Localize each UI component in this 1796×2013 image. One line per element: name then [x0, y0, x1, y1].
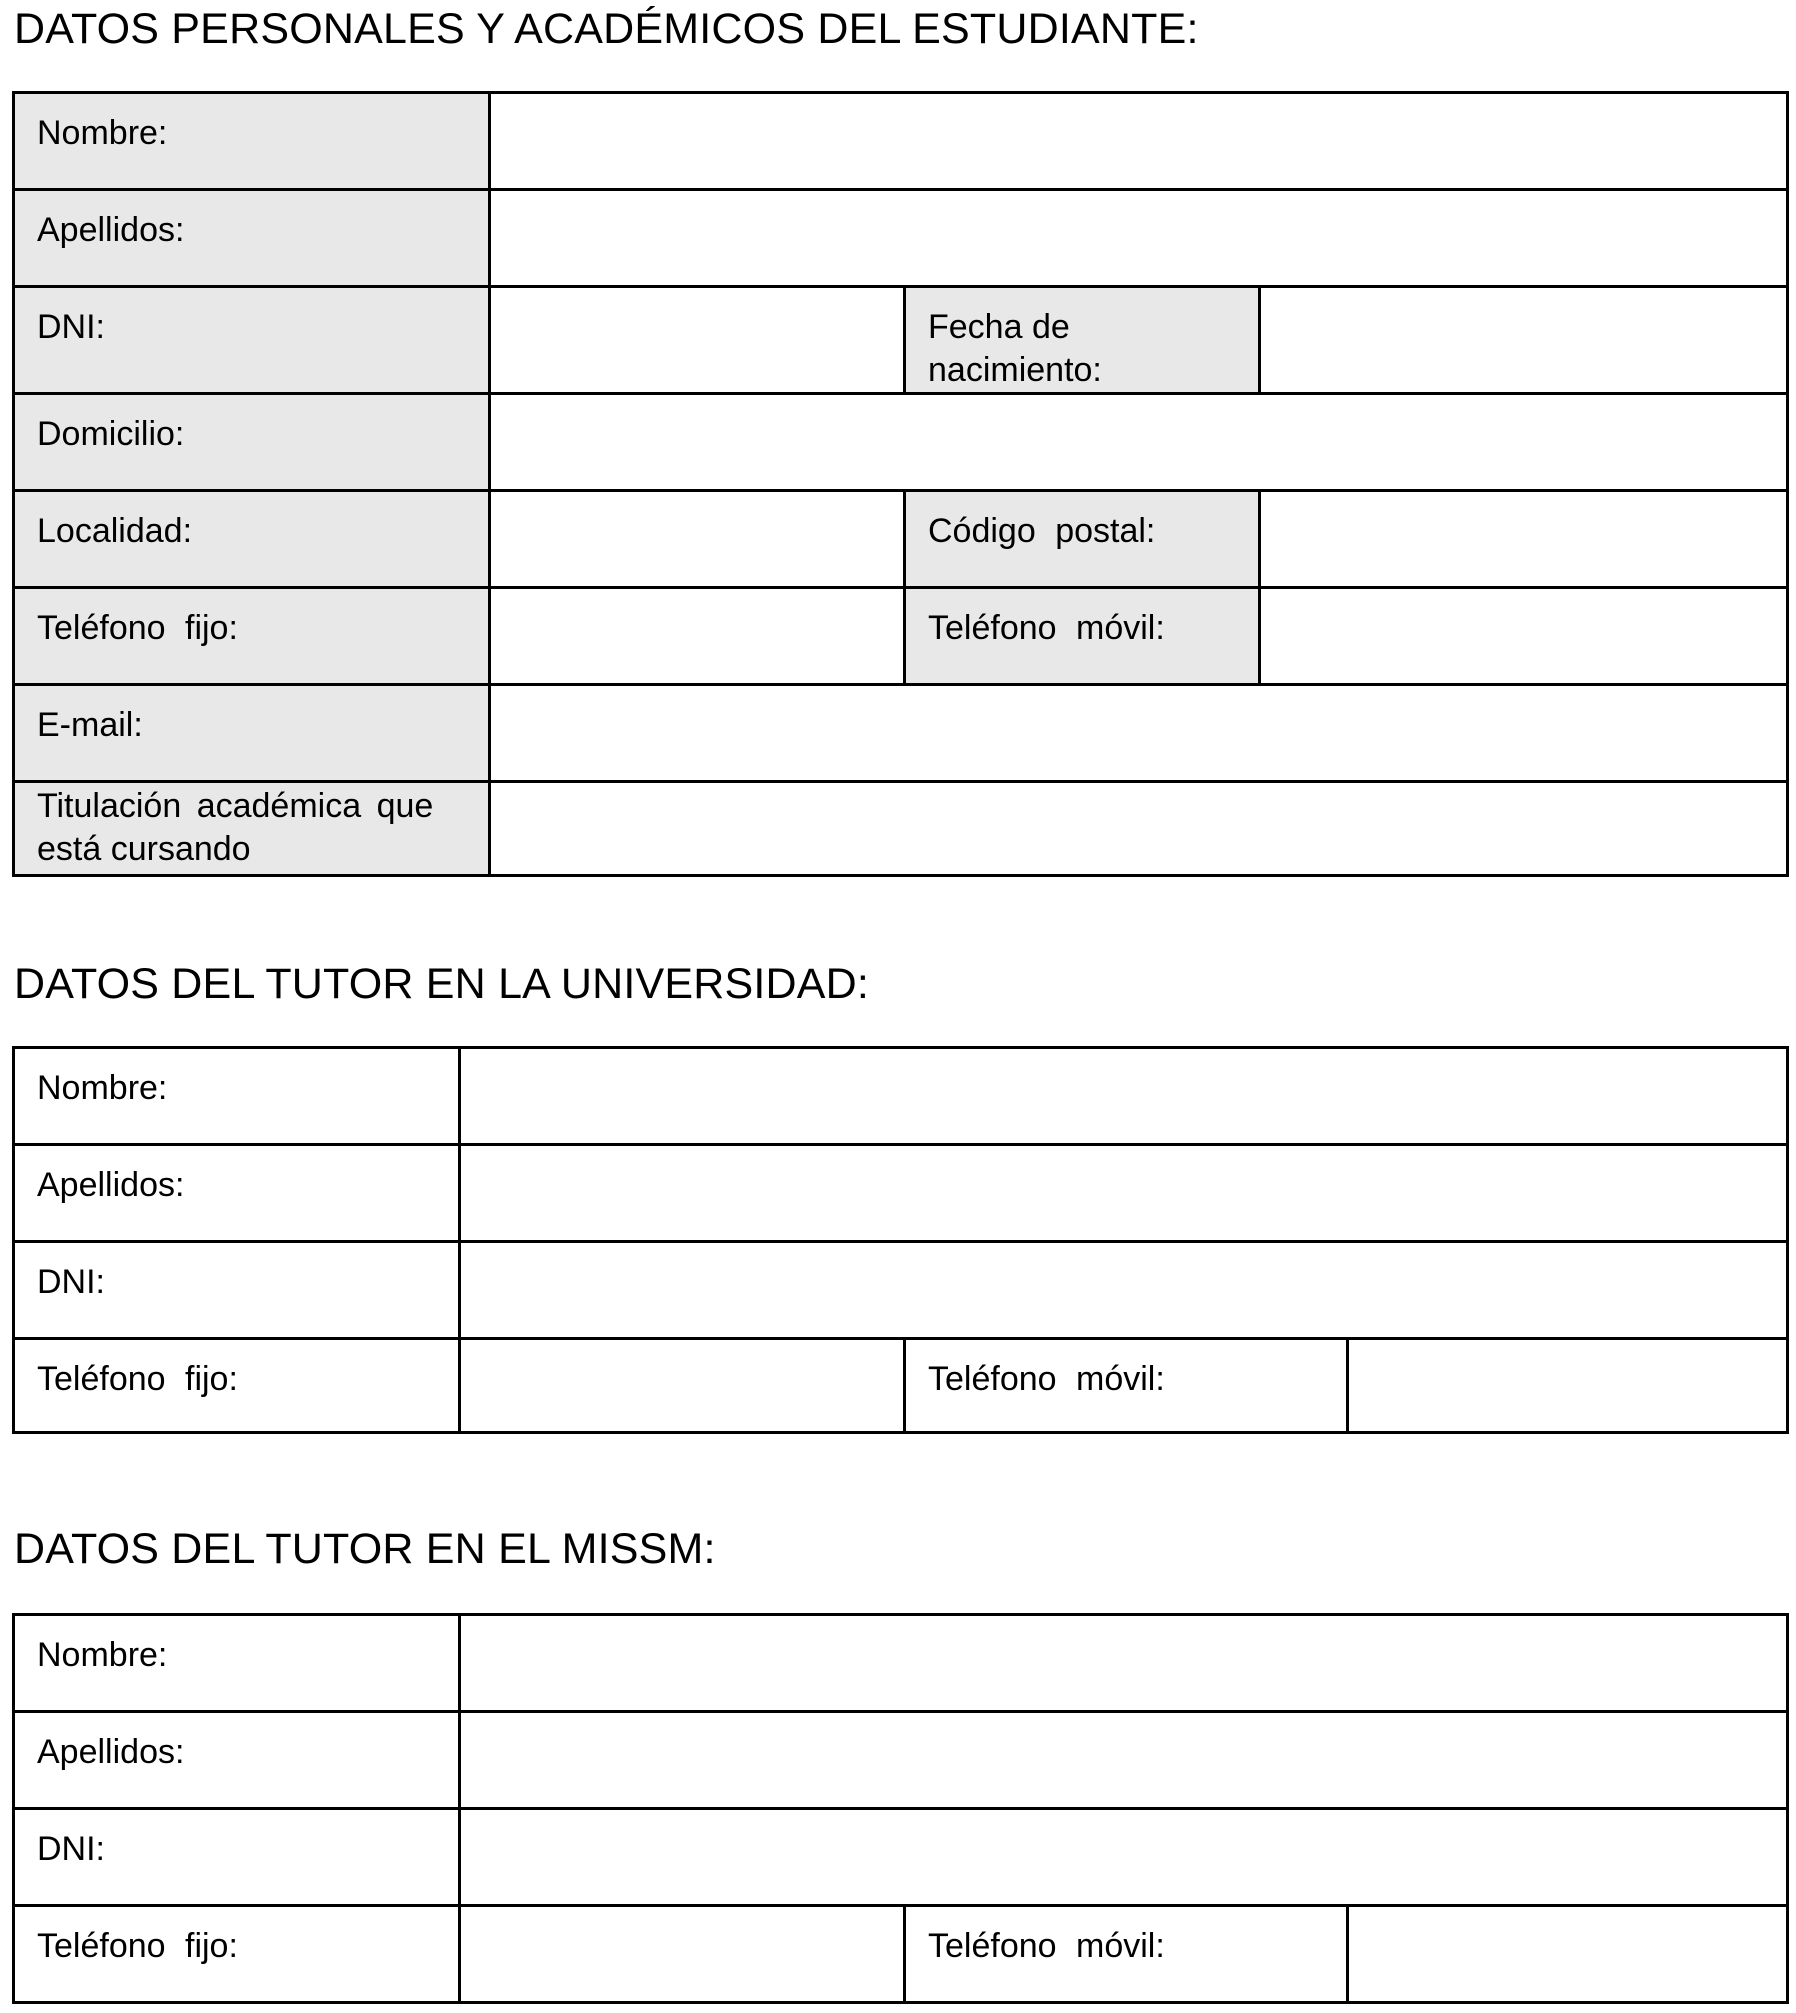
student-row-dni [14, 287, 1788, 394]
student-email-field[interactable] [491, 686, 1786, 723]
tutor-universidad-telefono-fijo-field[interactable] [461, 1340, 903, 1377]
tutor-universidad-apellidos-cell [460, 1145, 1788, 1242]
student-row-localidad [14, 491, 1788, 588]
tutor-universidad-dni-field[interactable] [461, 1243, 1786, 1280]
student-apellidos-cell [490, 190, 1788, 287]
student-dni-field[interactable] [491, 288, 903, 325]
student-telefono-fijo-cell [490, 588, 905, 685]
student-dni-cell [490, 287, 905, 394]
tutor-missm-apellidos-field[interactable] [461, 1713, 1786, 1750]
student-codigo-postal-field[interactable] [1261, 492, 1786, 529]
student-nombre-label: Nombre: [14, 93, 490, 190]
tutor-missm-telefono-movil-field[interactable] [1349, 1907, 1786, 1944]
student-localidad-cell [490, 491, 905, 588]
student-email-cell [490, 685, 1788, 782]
student-section-title: DATOS PERSONALES Y ACADÉMICOS DEL ESTUDIANTE: [14, 5, 1199, 53]
student-telefono-movil-field[interactable] [1261, 589, 1786, 626]
student-dni-label: DNI: [14, 287, 490, 394]
student-fecha-nacimiento-cell [1260, 287, 1788, 394]
student-telefono-movil-cell [1260, 588, 1788, 685]
tutor-missm-nombre-cell [460, 1615, 1788, 1712]
tutor-universidad-telefono-movil-label: Teléfono móvil: [905, 1339, 1348, 1433]
student-titulacion-field[interactable] [491, 783, 1786, 820]
tutor-universidad-apellidos-field[interactable] [461, 1146, 1786, 1183]
tutor-missm-dni-cell [460, 1809, 1788, 1906]
student-email-label: E-mail: [14, 685, 490, 782]
tutor-missm-telefono-fijo-cell [460, 1906, 905, 2003]
student-telefono-movil-label: Teléfono móvil: [905, 588, 1260, 685]
tutor-universidad-row-nombre [14, 1048, 1788, 1145]
student-localidad-field[interactable] [491, 492, 903, 529]
tutor-missm-apellidos-cell [460, 1712, 1788, 1809]
student-apellidos-field[interactable] [491, 191, 1786, 228]
student-row-titulacion [14, 782, 1788, 876]
tutor-universidad-nombre-cell [460, 1048, 1788, 1145]
tutor-universidad-telefono-fijo-cell [460, 1339, 905, 1433]
student-codigo-postal-cell [1260, 491, 1788, 588]
tutor-universidad-section-title: DATOS DEL TUTOR EN LA UNIVERSIDAD: [14, 960, 870, 1008]
tutor-universidad-dni-cell [460, 1242, 1788, 1339]
student-titulacion-label-line2: está cursando [37, 830, 251, 868]
tutor-missm-telefono-movil-cell [1348, 1906, 1788, 2003]
tutor-missm-section-title: DATOS DEL TUTOR EN EL MISSM: [14, 1525, 716, 1573]
tutor-missm-telefono-movil-label: Teléfono móvil: [905, 1906, 1348, 2003]
tutor-universidad-row-telefonos [14, 1339, 1788, 1433]
student-titulacion-label [14, 782, 490, 876]
tutor-missm-nombre-field[interactable] [461, 1616, 1786, 1653]
student-fecha-nacimiento-label [905, 287, 1260, 394]
student-fecha-nacimiento-label-line1: Fecha de [928, 308, 1070, 346]
student-row-email [14, 685, 1788, 782]
student-apellidos-label: Apellidos: [14, 190, 490, 287]
tutor-universidad-table [12, 1046, 1789, 1434]
student-row-nombre [14, 93, 1788, 190]
student-nombre-cell [490, 93, 1788, 190]
student-data-table [12, 91, 1789, 877]
student-nombre-field[interactable] [491, 94, 1786, 131]
student-row-apellidos [14, 190, 1788, 287]
tutor-universidad-row-apellidos [14, 1145, 1788, 1242]
student-titulacion-label-line1: Titulación académica que [37, 787, 434, 825]
tutor-missm-telefono-fijo-label: Teléfono fijo: [14, 1906, 460, 2003]
tutor-missm-telefono-fijo-field[interactable] [461, 1907, 903, 1944]
student-codigo-postal-label: Código postal: [905, 491, 1260, 588]
student-titulacion-cell [490, 782, 1788, 876]
tutor-missm-row-apellidos [14, 1712, 1788, 1809]
tutor-universidad-nombre-field[interactable] [461, 1049, 1786, 1086]
tutor-missm-nombre-label: Nombre: [14, 1615, 460, 1712]
student-fecha-nacimiento-field[interactable] [1261, 288, 1786, 325]
tutor-universidad-nombre-label: Nombre: [14, 1048, 460, 1145]
tutor-universidad-row-dni [14, 1242, 1788, 1339]
tutor-missm-apellidos-label: Apellidos: [14, 1712, 460, 1809]
student-telefono-fijo-label: Teléfono fijo: [14, 588, 490, 685]
tutor-missm-dni-field[interactable] [461, 1810, 1786, 1847]
tutor-missm-table [12, 1613, 1789, 2004]
tutor-universidad-apellidos-label: Apellidos: [14, 1145, 460, 1242]
tutor-missm-row-telefonos [14, 1906, 1788, 2003]
student-domicilio-label: Domicilio: [14, 394, 490, 491]
student-localidad-label: Localidad: [14, 491, 490, 588]
tutor-universidad-telefono-fijo-label: Teléfono fijo: [14, 1339, 460, 1433]
student-row-telefonos [14, 588, 1788, 685]
tutor-universidad-telefono-movil-cell [1348, 1339, 1788, 1433]
student-domicilio-field[interactable] [491, 395, 1786, 432]
tutor-universidad-telefono-movil-field[interactable] [1349, 1340, 1786, 1377]
tutor-missm-row-dni [14, 1809, 1788, 1906]
student-row-domicilio [14, 394, 1788, 491]
student-domicilio-cell [490, 394, 1788, 491]
student-telefono-fijo-field[interactable] [491, 589, 903, 626]
tutor-universidad-dni-label: DNI: [14, 1242, 460, 1339]
student-fecha-nacimiento-label-line2: nacimiento: [928, 351, 1102, 389]
tutor-missm-dni-label: DNI: [14, 1809, 460, 1906]
tutor-missm-row-nombre [14, 1615, 1788, 1712]
